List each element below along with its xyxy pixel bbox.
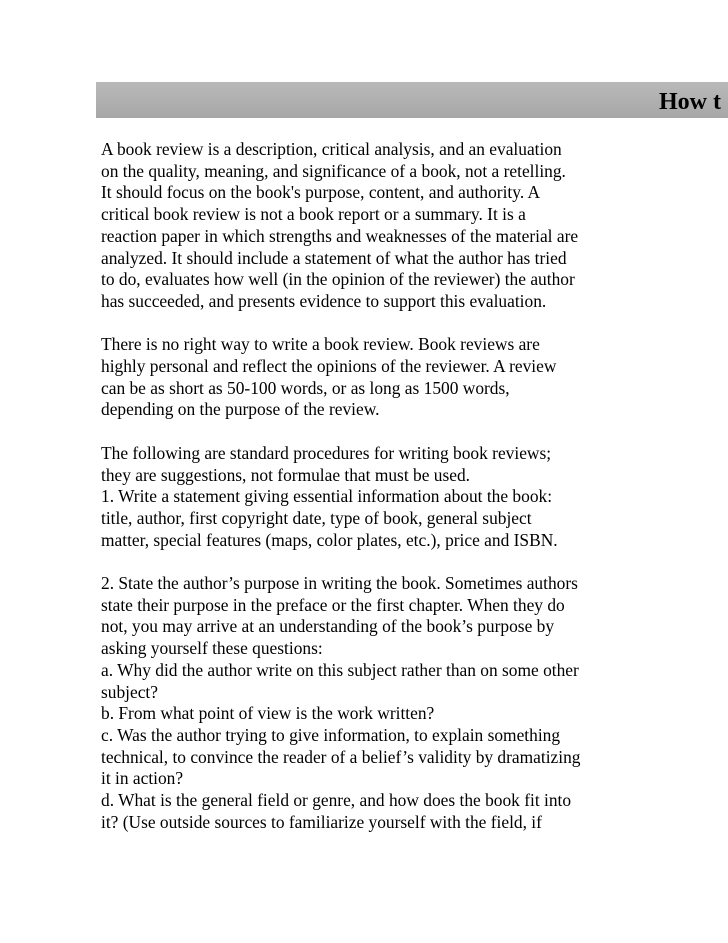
text-line: can be as short as 50-100 words, or as long as 1500 words, xyxy=(101,377,510,398)
text-line: subject? xyxy=(101,681,158,702)
text-line: has succeeded, and presents evidence to support this evaluation. xyxy=(101,290,547,311)
text-line: The following are standard procedures for writing book reviews; xyxy=(101,442,552,463)
text-line: on the quality, meaning, and significance of a book, not a retelling. xyxy=(101,160,566,181)
text-line: reaction paper in which strengths and weaknesses of the material are xyxy=(101,225,579,246)
text-line: technical, to convince the reader of a belief’s validity by dramatizing xyxy=(101,746,581,767)
paragraph-no-right-way xyxy=(101,334,641,421)
paragraph-author-purpose xyxy=(101,573,641,833)
document-body xyxy=(101,139,641,833)
text-line: depending on the purpose of the review. xyxy=(101,399,380,420)
text-line: they are suggestions, not formulae that must be used. xyxy=(101,464,470,485)
text-line: it in action? xyxy=(101,768,184,789)
paragraph-definition xyxy=(101,139,641,313)
text-line: not, you may arrive at an understanding of the book’s purpose by xyxy=(101,616,555,637)
text-line: matter, special features (maps, color plates, etc.), price and ISBN. xyxy=(101,529,558,550)
text-line: a. Why did the author write on this subject rather than on some other xyxy=(101,659,579,680)
text-line: 1. Write a statement giving essential information about the book: xyxy=(101,486,553,507)
document-title: How t xyxy=(659,89,721,115)
paragraph-procedures xyxy=(101,443,641,552)
text-line: analyzed. It should include a statement of what the author has tried xyxy=(101,247,567,268)
text-line: It should focus on the book's purpose, content, and authority. A xyxy=(101,182,541,203)
text-line: highly personal and reflect the opinions of the reviewer. A review xyxy=(101,356,557,377)
title-banner xyxy=(96,82,728,118)
text-line: it? (Use outside sources to familiarize yourself with the field, if xyxy=(101,811,542,832)
text-line: b. From what point of view is the work written? xyxy=(101,703,435,724)
text-line: c. Was the author trying to give information, to explain something xyxy=(101,724,561,745)
text-line: title, author, first copyright date, type of book, general subject xyxy=(101,507,532,528)
text-line: 2. State the author’s purpose in writing the book. Sometimes authors xyxy=(101,573,578,594)
text-line: A book review is a description, critical analysis, and an evaluation xyxy=(101,139,562,159)
text-line: There is no right way to write a book review. Book reviews are xyxy=(101,334,540,355)
text-line: asking yourself these questions: xyxy=(101,638,323,659)
text-line: state their purpose in the preface or the first chapter. When they do xyxy=(101,594,565,615)
text-line: to do, evaluates how well (in the opinion of the reviewer) the author xyxy=(101,269,575,290)
text-line: d. What is the general field or genre, and how does the book fit into xyxy=(101,790,572,811)
text-line: critical book review is not a book report or a summary. It is a xyxy=(101,204,526,225)
